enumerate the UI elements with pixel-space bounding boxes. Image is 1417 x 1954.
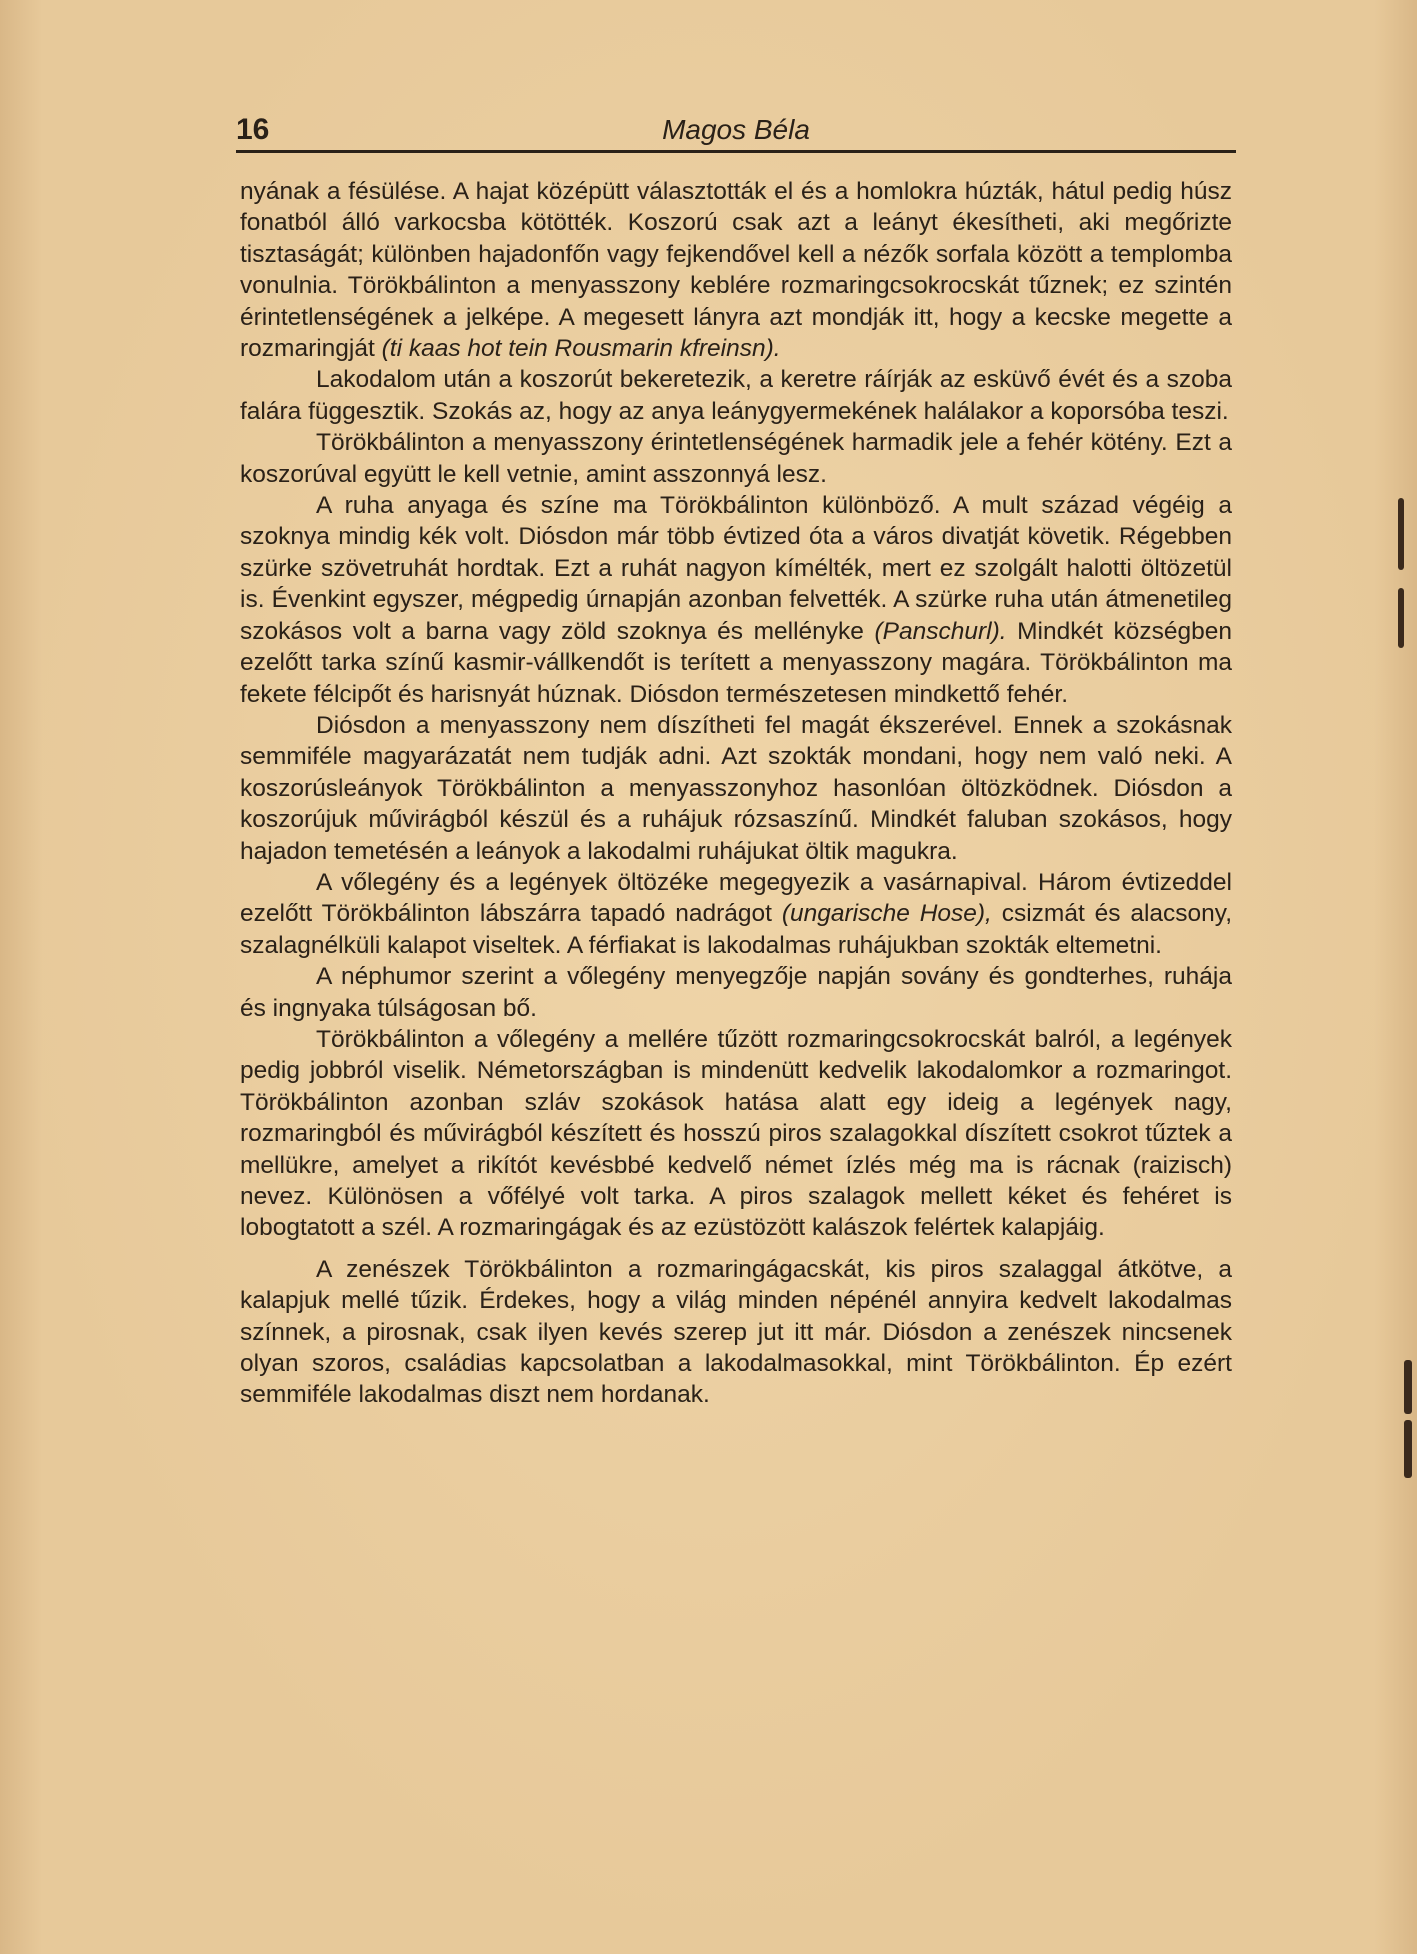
text-segment: Diósdon a menyasszony nem díszítheti fel magát ékszerével. Ennek a szokásnak semmiféle magyarázatát nem tudják adni. Azt szokták mondani, hogy nem való neki. A koszorúsleányok Törökbálinton a menyasszonyhoz hasonlóan öltözködnek. Diósdon a koszorújuk művirágból készül és a ruhájuk rózsaszínű. Mindkét faluban szokásos, hogy hajadon temetésén a leányok a lakodalmi ruhájukat öltik magukra. <box>240 711 1232 865</box>
text-segment: csizmát és alacsony, szalagnélküli kalapot viseltek. A férfiakat is lakodalmas ruhájukban szokták eltemetni. <box>240 900 1233 959</box>
text-segment: A néphumor szerint a vőlegény menyegzője napján sovány és gondterhes, ruhája és ingnyaka túlságosan bő. <box>240 963 1232 1022</box>
page-number: 16 <box>236 113 270 146</box>
italic-segment: (ungarische Hose), <box>781 900 992 928</box>
paragraph <box>240 961 1232 1024</box>
text-segment: A ruha anyaga és színe ma Törökbálinton különböző. A mult század végéig a szoknya mindig kék volt. Diósdon már több évtized óta a város divatját követik. Régebben szürke szövetruhát hordtak. Ezt a ruhát nagyon kímélték, mert ez szolgált halotti öltözetül is. Évenkint egyszer, mégpedig úrnapján azonban felvették. A szürke ruha után átmenetileg szokásos volt a barna vagy zöld szoknya és mellényke <box>240 492 1232 645</box>
text-segment: A zenészek Törökbálinton a rozmaringágacskát, kis piros szalaggal átkötve, a kalapjuk mellé tűzik. Érdekes, hogy a világ minden népénél annyira kedvelt lakodalmas színnek, a pirosnak, csak ilyen kevés szerep jut itt már. Diósdon a zenészek nincsenek olyan szoros, családias kapcsolatban a lakodalmasokkal, mint Törökbálinton. Ép ezért semmiféle lakodalmas diszt nem hordanak. <box>240 1255 1232 1409</box>
page-header <box>236 110 1236 150</box>
paragraph <box>240 490 1232 710</box>
edge-mark <box>1404 1360 1412 1414</box>
header-rule <box>236 150 1236 153</box>
italic-segment: (ti kaas hot tein Rousmarin kfreinsn). <box>381 335 781 363</box>
edge-mark <box>1398 498 1404 570</box>
text-segment: Mindkét községben ezelőtt tarka színű kasmir-vállkendőt is terített a menyasszony magára. Törökbálinton ma fekete félcipőt és harisnyát húznak. Diósdon természetesen mindkettő fehér. <box>240 617 1232 708</box>
paragraph <box>240 867 1232 961</box>
text-segment: A vőlegény és a legények öltözéke megegyezik a vasárnapival. Három évtizeddel ezelőtt Törökbálinton lábszárra tapadó nadrágot <box>240 868 1232 928</box>
paragraph <box>240 364 1232 427</box>
text-segment: Törökbálinton a vőlegény a mellére tűzött rozmaringcsokrocskát balról, a legények pedig jobbról viselik. Németországban is mindenütt kedvelik lakodalomkor a rozmaringot. Törökbálinton azonban szláv szokások hatása alatt egy ideig a legények nagy, rozmaringból és művirágból készített és hosszú piros szalagokkal díszített csokrot tűztek a mellükre, amelyet a rikítót kevésbbé kedvelő német ízlés még ma is rácnak (raizisch) nevez. Különösen a vőfélyé volt tarka. A piros szalagok mellett kéket és fehéret is lobogtatott a szél. A rozmaringágak és az ezüstözött kalászok felértek kalapjáig. <box>240 1025 1232 1242</box>
body-text <box>240 176 1232 1411</box>
text-segment: nyának a fésülése. A hajat középütt választották el és a homlokra húzták, hátul pedig húsz fonatból álló varkocsba kötötték. Koszorú csak azt a leányt ékesítheti, aki megőrizte tisztaságát; különben hajadonfőn vagy fejkendővel kell a nézők sorfala között a templomba vonulnia. Törökbálinton a menyasszony keblére rozmaringcsokrocskát tűznek; ez szintén érintetlenségének a jelképe. A megesett lányra azt mondják itt, hogy a kecske megette a rozmaringját <box>240 178 1232 363</box>
paragraph <box>240 710 1232 867</box>
edge-mark <box>1404 1420 1412 1478</box>
italic-segment: (Panschurl). <box>874 617 1007 645</box>
text-segment: Törökbálinton a menyasszony érintetlenségének harmadik jele a fehér kötény. Ezt a koszorúval együtt le kell vetnie, amint asszonnyá lesz. <box>240 429 1232 488</box>
paragraph <box>240 1254 1232 1411</box>
paragraph <box>240 176 1232 364</box>
running-head: Magos Béla <box>662 114 810 145</box>
paragraph <box>240 427 1232 490</box>
paragraph <box>240 1024 1232 1244</box>
text-segment: Lakodalom után a koszorút bekeretezik, a keretre ráírják az esküvő évét és a szoba falára függesztik. Szokás az, hogy az anya leánygyermekének halálakor a koporsóba teszi. <box>240 366 1232 425</box>
edge-mark <box>1398 588 1404 648</box>
